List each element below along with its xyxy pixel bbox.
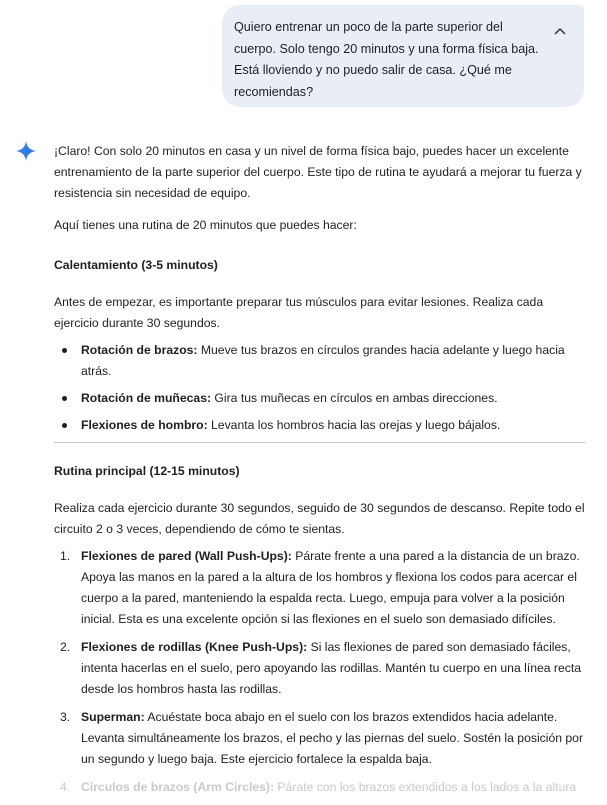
response-intro: ¡Claro! Con solo 20 minutos en casa y un nivel de forma física bajo, puedes hacer un excelente entrenamiento de la parte superior del cuerpo. Este tipo de rutina te ayudará a mejorar tu fuerza y resistencia sin necesidad de equipo. (54, 144, 582, 200)
collapse-message-button[interactable] (550, 21, 570, 41)
warmup-description: Antes de empezar, es importante preparar tus músculos para evitar lesiones. Realiza cada ejercicio durante 30 segundos. (54, 295, 544, 330)
item-text: Acuéstate boca abajo en el suelo con los brazos extendidos hacia adelante. Levanta simultáneamente los brazos, el pecho y las piernas del suelo. Sostén la posición por un segundo y luego baja. Este ejercicio fortalece la espalda baja. (81, 710, 584, 766)
item-title: Rotación de muñecas: (81, 391, 212, 405)
list-item (54, 637, 585, 700)
item-text: Párate con los brazos extendidos a los lados a la altura (274, 780, 577, 794)
item-title: Superman: (81, 710, 145, 724)
list-item (54, 707, 585, 770)
item-text: Gira tus muñecas en círculos en ambas direcciones. (211, 391, 498, 405)
user-message-text: Quiero entrenar un poco de la parte superior del cuerpo. Solo tengo 20 minutos y una forma física baja. Está lloviendo y no puedo salir de casa. ¿Qué me recomiendas? (234, 20, 539, 99)
item-text: Mueve tus brazos en círculos grandes hacia adelante y luego hacia atrás. (81, 343, 565, 378)
item-title: Flexiones de rodillas (Knee Push-Ups): (81, 640, 308, 654)
item-number: 4. (60, 780, 71, 794)
item-title: Círculos de brazos (Arm Circles): (81, 780, 275, 794)
main-routine-list (54, 546, 585, 798)
section-divider (54, 442, 585, 443)
item-text: Párate frente a una pared a la distancia de un brazo. Apoya las manos en la pared a la altura de los hombros y flexiona los codos para acercar el cuerpo a la pared, manteniendo la espalda recta. Luego, empuja para volver a la posición inicial. Esta es una excelente opción si las flexiones en el suelo son demasiado difíciles. (81, 549, 580, 626)
warmup-list (54, 340, 585, 436)
item-title: Flexiones de hombro: (81, 418, 208, 432)
user-message-bubble (222, 5, 584, 107)
list-item (54, 777, 585, 798)
list-item (54, 388, 585, 409)
list-item (54, 546, 585, 630)
warmup-heading: Calentamiento (3-5 minutos) (54, 258, 218, 272)
item-title: Flexiones de pared (Wall Push-Ups): (81, 549, 292, 563)
list-item (54, 340, 585, 382)
gemini-sparkle-icon (15, 140, 37, 162)
response-lead: Aquí tienes una rutina de 20 minutos que puedes hacer: (54, 218, 357, 232)
list-item (54, 415, 585, 436)
item-number: 3. (60, 710, 71, 724)
item-number: 2. (60, 640, 71, 654)
item-text: Levanta los hombros hacia las orejas y luego bájalos. (207, 418, 501, 432)
item-number: 1. (60, 549, 71, 563)
assistant-response (54, 141, 585, 805)
main-routine-description: Realiza cada ejercicio durante 30 segundos, seguido de 30 segundos de descanso. Repite todo el circuito 2 o 3 veces, dependiendo de cómo te sientas. (54, 501, 585, 536)
item-title: Rotación de brazos: (81, 343, 198, 357)
main-routine-heading: Rutina principal (12-15 minutos) (54, 464, 240, 478)
chevron-up-icon (554, 27, 566, 35)
item-text: Si las flexiones de pared son demasiado fáciles, intenta hacerlas en el suelo, pero apoyando las rodillas. Mantén tu cuerpo en una línea recta desde los hombros hasta las rodillas. (81, 640, 582, 696)
